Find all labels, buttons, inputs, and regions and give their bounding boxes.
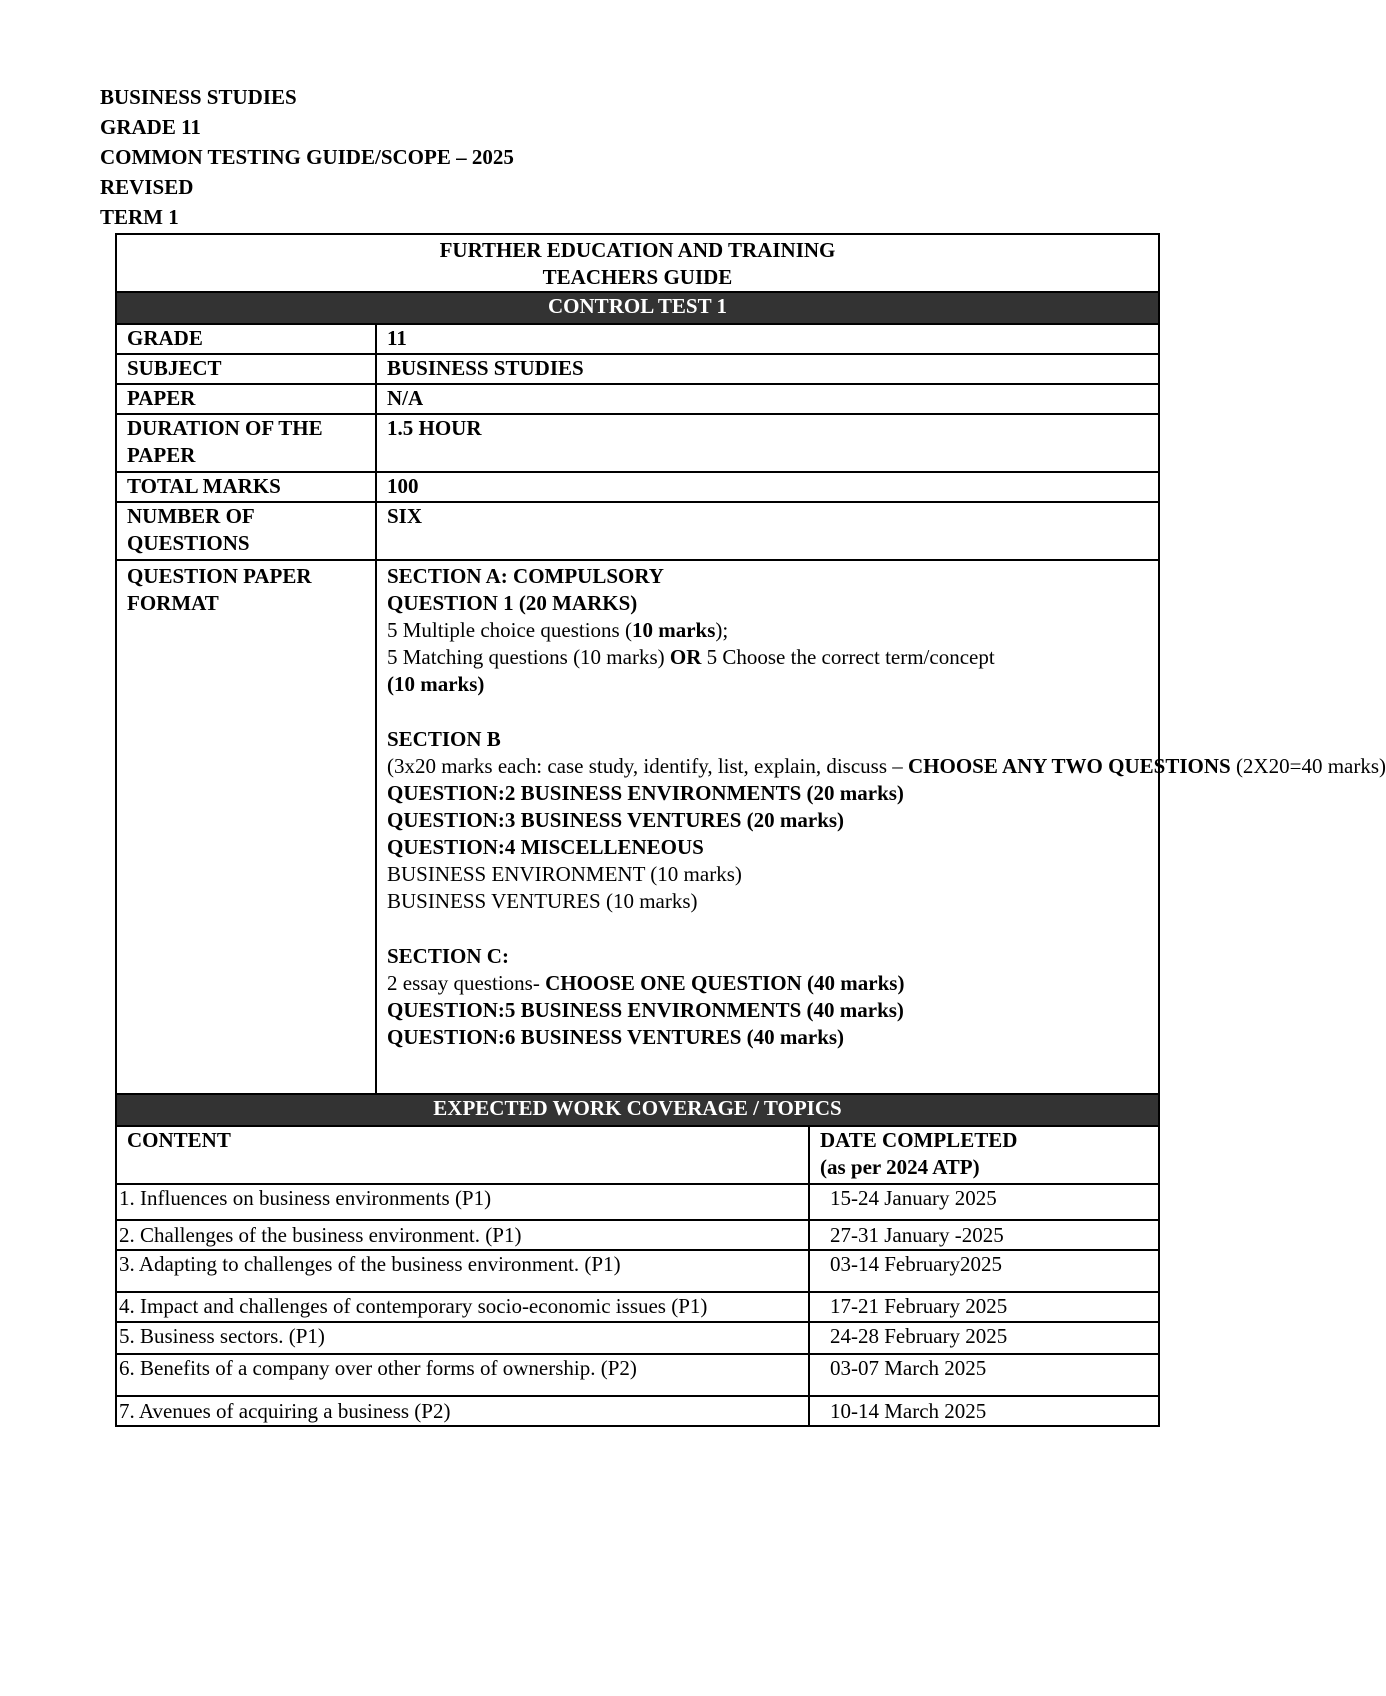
- topic-row-6: 6. Benefits of a company over other forms of ownership. (P2): [116, 1354, 809, 1396]
- matching-line: [387, 644, 1158, 671]
- section-a-heading: SECTION A: COMPULSORY: [387, 564, 664, 588]
- question-4: QUESTION:4 MISCELLENEOUS: [387, 835, 704, 859]
- matching-text: 5 Matching questions (10 marks): [387, 645, 670, 669]
- section-b-heading: SECTION B: [387, 727, 501, 751]
- teachers-guide-table: [115, 233, 1386, 1427]
- mcq-marks: 10 marks: [631, 618, 716, 642]
- section-b-choose: CHOOSE ANY TWO QUESTIONS: [908, 754, 1231, 778]
- header-scope: COMMON TESTING GUIDE/SCOPE – 2025: [100, 145, 514, 169]
- matching-or: OR: [669, 645, 702, 669]
- question-3: QUESTION:3 BUSINESS VENTURES (20 marks): [387, 808, 845, 832]
- header-subject: BUSINESS STUDIES: [100, 85, 297, 109]
- question-4-part-a: BUSINESS ENVIRONMENT (10 marks): [387, 862, 742, 886]
- question-6: QUESTION:6 BUSINESS VENTURES (40 marks): [387, 1025, 845, 1049]
- duration-value: 1.5 HOUR: [376, 414, 1159, 472]
- section-c-desc-text: 2 essay questions-: [387, 971, 546, 995]
- question-4-part-b: BUSINESS VENTURES (10 marks): [387, 889, 698, 913]
- topic-row-3: 3. Adapting to challenges of the business environment. (P1): [116, 1250, 809, 1292]
- header-term: TERM 1: [100, 205, 179, 229]
- format-label: QUESTION PAPER FORMAT: [116, 560, 376, 1094]
- section-b-desc-text: (3x20 marks each: case study, identify, list, explain, discuss –: [387, 754, 909, 778]
- mcq-line: [387, 617, 1158, 644]
- guide-title: [116, 234, 1159, 292]
- topic-date-5: 24-28 February 2025: [809, 1322, 1159, 1354]
- subject-label: SUBJECT: [116, 354, 376, 384]
- total-marks-label: TOTAL MARKS: [116, 472, 376, 502]
- topic-date-2: 27-31 January -2025: [809, 1220, 1159, 1250]
- section-b-desc: [387, 753, 1386, 780]
- topic-date-3: 03-14 February2025: [809, 1250, 1159, 1292]
- content-column-header: CONTENT: [116, 1126, 809, 1184]
- paper-value: N/A: [376, 384, 1159, 414]
- grade-value: 11: [376, 324, 1159, 354]
- topic-date-4: 17-21 February 2025: [809, 1292, 1159, 1322]
- section-c-choose: CHOOSE ONE QUESTION (40 marks): [545, 971, 905, 995]
- guide-title-line2: TEACHERS GUIDE: [542, 265, 733, 289]
- matching-choose: 5 Choose the correct term/concept: [701, 645, 995, 669]
- date-header-line1: DATE COMPLETED: [820, 1128, 1018, 1152]
- control-test-band: CONTROL TEST 1: [116, 292, 1159, 324]
- subject-value: BUSINESS STUDIES: [376, 354, 1159, 384]
- total-marks-value: 100: [376, 472, 1159, 502]
- section-c-desc: [387, 970, 1158, 997]
- questions-label: NUMBER OF QUESTIONS: [116, 502, 376, 560]
- guide-title-line1: FURTHER EDUCATION AND TRAINING: [439, 238, 836, 262]
- topic-row-4: 4. Impact and challenges of contemporary socio-economic issues (P1): [116, 1292, 809, 1322]
- topic-date-1: 15-24 January 2025: [809, 1184, 1159, 1220]
- document-header: [100, 82, 514, 232]
- mcq-end: );: [715, 618, 729, 642]
- question-2: QUESTION:2 BUSINESS ENVIRONMENTS (20 marks): [387, 781, 904, 805]
- topic-row-5: 5. Business sectors. (P1): [116, 1322, 809, 1354]
- mcq-text: 5 Multiple choice questions (: [387, 618, 632, 642]
- date-header-line2: (as per 2024 ATP): [820, 1155, 980, 1179]
- duration-label: DURATION OF THE PAPER: [116, 414, 376, 472]
- coverage-band: EXPECTED WORK COVERAGE / TOPICS: [116, 1094, 1159, 1126]
- paper-label: PAPER: [116, 384, 376, 414]
- header-revised: REVISED: [100, 175, 194, 199]
- question-5: QUESTION:5 BUSINESS ENVIRONMENTS (40 marks): [387, 998, 904, 1022]
- topic-row-7: 7. Avenues of acquiring a business (P2): [116, 1396, 809, 1426]
- questions-value: SIX: [376, 502, 1159, 560]
- format-details: [376, 560, 1386, 1094]
- topic-date-7: 10-14 March 2025: [809, 1396, 1159, 1426]
- matching-marks: (10 marks): [387, 672, 485, 696]
- topic-row-1: 1. Influences on business environments (P1): [116, 1184, 809, 1220]
- topic-row-2: 2. Challenges of the business environment. (P1): [116, 1220, 809, 1250]
- section-c-heading: SECTION C:: [387, 944, 509, 968]
- date-column-header: [809, 1126, 1159, 1184]
- question-1: QUESTION 1 (20 MARKS): [387, 591, 638, 615]
- section-b-marks: (2X20=40 marks): [1230, 754, 1386, 778]
- topic-date-6: 03-07 March 2025: [809, 1354, 1159, 1396]
- grade-label: GRADE: [116, 324, 376, 354]
- header-grade: GRADE 11: [100, 115, 201, 139]
